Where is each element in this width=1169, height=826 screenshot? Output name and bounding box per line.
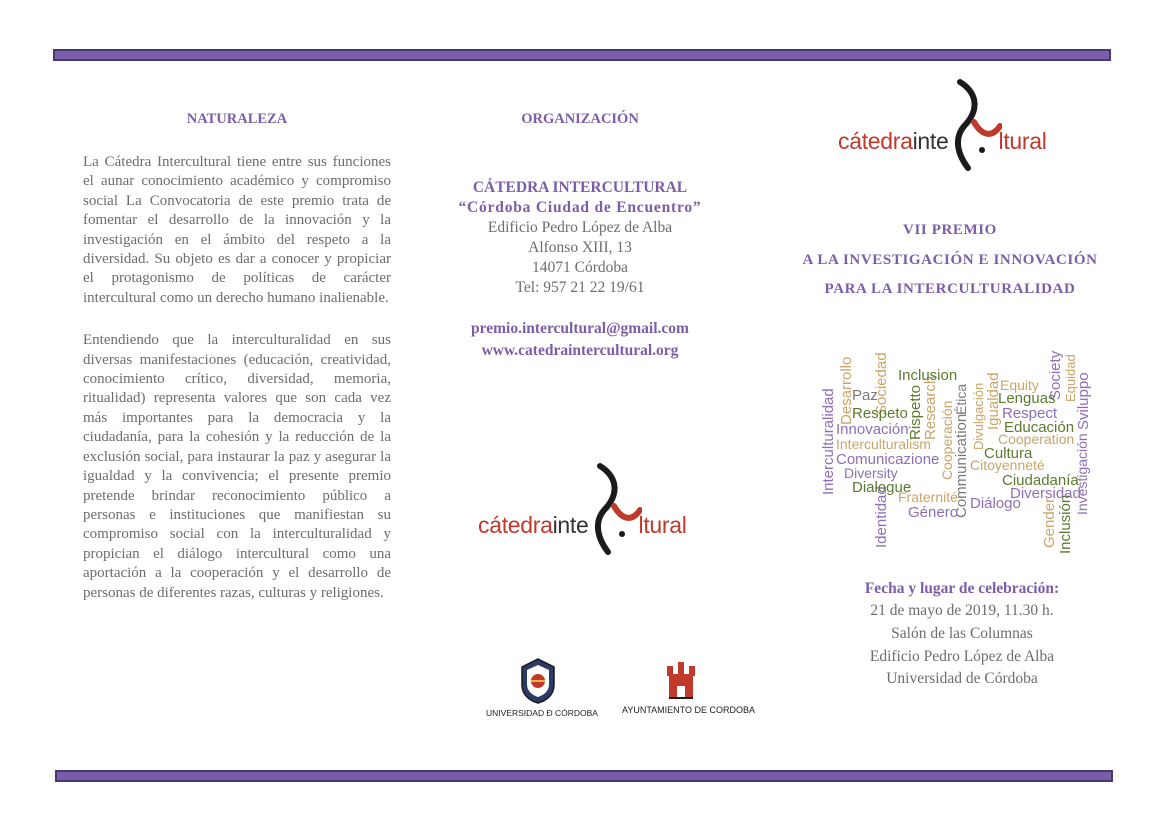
word-cloud-word: Diálogo [970,495,1021,512]
word-cloud-word: Igualdad [985,372,1002,430]
address-line: Alfonso XIII, 13 [528,239,632,256]
word-cloud-word: Inclusión [1057,494,1074,554]
word-cloud-word: Ética [953,383,969,415]
catedra-logo-mark [942,78,1002,173]
org-subtitle: “Córdoba Ciudad de Encuentro” [458,199,702,216]
word-cloud-word: Respeto [852,405,908,422]
naturaleza-column [83,111,391,603]
fecha-title: Fecha y lugar de celebración: [864,580,1060,597]
premio-title-line: PARA LA INTERCULTURALIDAD [824,281,1076,297]
fecha-line: Salón de las Columnas [891,624,1033,642]
phone-line: Tel: 957 21 22 19/61 [515,279,645,296]
organizacion-heading: ORGANIZACIÓN [521,111,639,127]
city-logo-text: AYUNTAMIENTO DE CORDOBA [622,705,756,715]
word-cloud-word: Equidad [1063,354,1078,402]
logo-text-ltural: ltural [638,512,687,538]
catedra-logo-top [838,78,1070,173]
address-line: 14071 Córdoba [531,259,628,276]
university-shield-icon [518,657,558,705]
word-cloud-word: Gender [1041,497,1058,548]
word-cloud-word: Inclusion [898,367,958,384]
word-cloud-word: Research [922,375,939,440]
word-cloud-word: Citoyenneté [970,457,1045,473]
word-cloud-word: Respect [1002,405,1058,422]
top-border-bar [53,49,1111,61]
premio-title-line: A LA INVESTIGACIÓN E INNOVACIÓN [802,251,1098,268]
naturaleza-paragraph-2: Entendiendo que la interculturalidad en sus diversas manifestaciones (educación, creatividad, conocimiento crítico, diversidad, memoria, ritualidad) representa valores que son cada vez más importantes para la democracia y la ciudadanía, para la cohesión y la reducción de la exclusión social, para instaurar la paz y asegurar la igualdad y la convivencia; el presente premio pretende brindar reconocimiento público a personas e instituciones que manifiestan su compromiso social con la interculturalidad y propician el diálogo intercultural como una aportación a la cooperación y el desarrollo de personas de diferentes razas, culturas y religiones. [83,332,391,601]
logo-text-ltural: ltural [998,128,1047,154]
universidad-cordoba-logo [486,657,598,727]
word-cloud-word: Educación [1004,419,1075,436]
organizacion-column [440,111,720,361]
city-crest-icon [665,660,697,702]
word-cloud-word: Paz [852,387,878,404]
word-cloud-word: Society [1047,350,1064,400]
word-cloud-word: Fraternité [898,489,958,505]
word-cloud-word: Comunicazione [836,451,940,468]
naturaleza-paragraph-1: La Cátedra Intercultural tiene entre sus funciones el aunar conocimiento académico y compromiso social La Convocatoria de este premio trata de fomentar el desarrollo de la innovación y la investigación en el ámbito del respeto a la diversidad. Su objeto es dar a conocer y propiciar el protagonismo de políticas de carácter intercultural como un derecho humano inalienable. [83,154,391,306]
word-cloud-word: Divulgación [971,382,986,450]
word-cloud-word: Cooperation [998,431,1075,447]
fecha-line: Edificio Pedro López de Alba [869,647,1055,665]
org-name: CÁTEDRA INTERCULTURAL [472,179,688,196]
naturaleza-heading: NATURALEZA [186,111,288,127]
logo-text-catedra: cátedra [478,512,553,538]
logo-text-catedra: cátedra [838,128,913,154]
premio-title-block [770,216,1130,305]
logo-text-inte: inte [552,512,589,538]
word-cloud-word: Equity [1000,377,1039,393]
fecha-block [800,580,1124,691]
premio-title-line: VII PREMIO [903,222,997,238]
logo-text-inte: inte [912,128,949,154]
word-cloud-word: Cultura [984,445,1033,462]
catedra-logo-mark [582,462,642,557]
website-link[interactable]: www.catedraintercultural.org [481,342,679,359]
catedra-logo-middle [478,462,708,557]
ayuntamiento-cordoba-logo [622,660,756,726]
fecha-line: 21 de mayo de 2019, 11.30 h. [870,602,1054,619]
word-cloud-word: Communication [953,413,970,518]
word-cloud-word: Rispetto [907,384,924,440]
word-cloud-word: Interculturalism [836,436,931,452]
word-cloud-word: Desarrollo [838,356,855,425]
word-cloud-word: Género [908,504,959,521]
word-cloud-word: Investigación [1074,433,1090,515]
word-cloud-word: Ciudadanía [1002,472,1079,489]
word-cloud-word: Lenguas [998,390,1056,407]
word-cloud-word: Interculturalidad [820,388,837,495]
word-cloud-word: Identidad [873,486,890,548]
university-logo-text: UNIVERSIDAD Ð CÓRDOBA [486,708,598,718]
word-cloud-word: Cooperación [939,400,955,480]
word-cloud-word: Sviluppo [1075,372,1092,430]
word-cloud-word: Diversity [844,465,898,481]
word-cloud-word: Dialogue [852,479,912,496]
word-cloud-word: Innovación [836,421,909,438]
email-link[interactable]: premio.intercultural@gmail.com [471,320,689,337]
bottom-border-bar [55,770,1113,782]
word-cloud-word: Sociedad [873,352,890,415]
fecha-line: Universidad de Córdoba [886,670,1038,688]
values-word-cloud [820,340,1100,555]
address-line: Edificio Pedro López de Alba [487,219,673,236]
word-cloud-word: Diversidad [1010,485,1081,502]
